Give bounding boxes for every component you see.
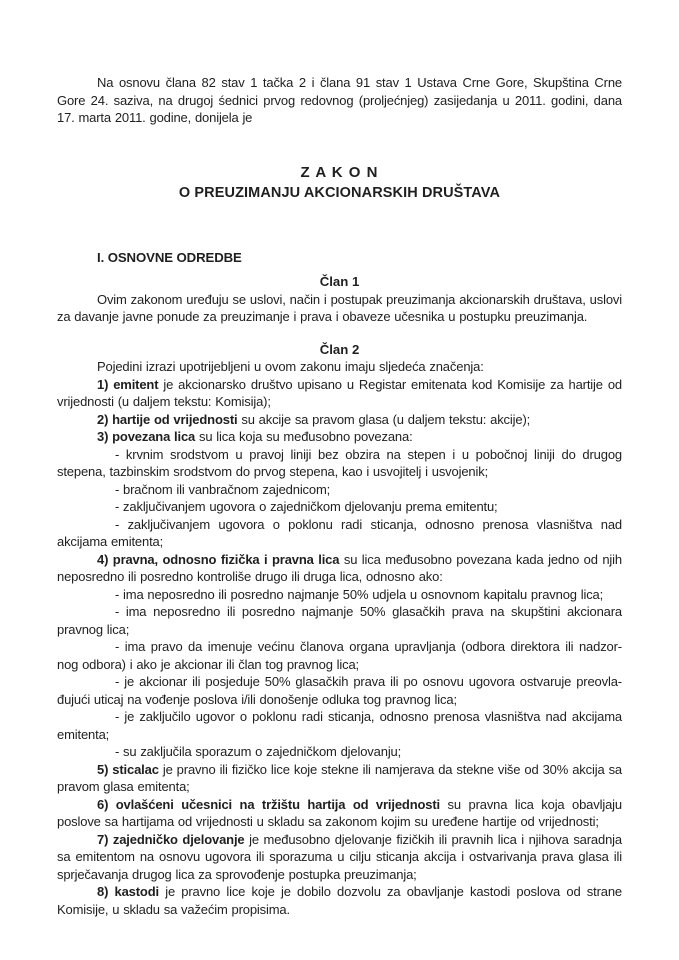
article-2-heading: Član 2 — [319, 341, 360, 357]
definition-item-4 — [57, 551, 622, 586]
definition-subitem-4-6: - su zaključila sporazum o zajedničkom djelovanju; — [115, 744, 402, 759]
definition-subitem-4-1: - ima neposredno ili posredno najmanje 50% udjela u osnovnom kapitalu pravnog lica; — [115, 586, 604, 602]
definition-item-7 — [57, 831, 622, 884]
definition-term-8: 8) kastodi — [97, 884, 159, 899]
law-subtitle: O PREUZIMANJU AKCIONARSKIH DRUŠTAVA — [178, 184, 501, 201]
definition-item-2 — [57, 411, 622, 429]
definition-item-6 — [57, 796, 622, 831]
section-heading: I. OSNOVNE ODREDBE — [97, 249, 242, 265]
definition-text-6: su pravna lica koja obavljaju poslove sa hartijama od vrijednosti u skladu sa zakonom kojim su uređene hartije od vrijednosti; — [57, 796, 622, 829]
definition-text-8: je pravno lice koje je dobilo dozvolu za obavljanje kastodi poslova od strane Komisije, u skladu sa važećim propisima. — [57, 884, 622, 917]
definition-subitem-4-2: - ima neposredno ili posredno najmanje 50% glasačkih prava na skupštini akcionara pravnog lica; — [57, 604, 622, 637]
definition-item-8 — [57, 883, 622, 918]
definition-subitem-3-4: - zaključivanjem ugovora o poklonu radi sticanja, odnosno prenosa vlasništva nad akcijama emitenta; — [57, 516, 622, 549]
definition-text-1: je akcionarsko društvo upisano u Registar emitenata kod Komisije za hartije od vrijednosti (u daljem tekstu: Komisija); — [57, 376, 622, 409]
definition-item-3 — [57, 428, 622, 446]
definition-item-1 — [57, 376, 622, 411]
preamble-paragraph: Na osnovu člana 82 stav 1 tačka 2 i člana 91 stav 1 Ustava Crne Gore, Skupština Crne Gore 24. saziva, na drugoj śednici prvog redovnog (proljećnjeg) zasijedanja u 2011. godini, dana 17. marta 2011. godine, donijela je — [57, 75, 622, 125]
definition-term-5: 5) sticalac — [97, 761, 159, 777]
law-title: Z A K O N — [300, 163, 379, 181]
definition-text-5: je pravno ili fizičko lice koje stekne ili namjerava da stekne više od 30% akcija sa pravom glasa emitenta; — [57, 761, 622, 794]
definition-item-5 — [57, 761, 622, 796]
definition-term-4: 4) pravna, odnosno fizička i pravna lica — [97, 551, 340, 567]
definition-subitem-4-3: - ima pravo da imenuje većinu članova organa upravljanja (odbora direktora ili nadzor-nog odbora) i ako je akcionar ili član tog pravnog lica; — [57, 639, 622, 672]
article-1-heading: Član 1 — [319, 274, 360, 289]
definition-term-6: 6) ovlašćeni učesnici na tržištu hartija od vrijednosti — [97, 796, 441, 812]
definition-subitem-4-4: - je akcionar ili posjeduje 50% glasačkih prava ili po osnovu ugovora ostvaruje preovla-đujući uticaj na vođenje poslova i/ili donošenje odluka tog pravnog lica; — [57, 674, 622, 707]
definition-subitem-3-3: - zaključivanjem ugovora o zajedničkom djelovanju prema emitentu; — [115, 499, 498, 514]
definition-term-1: 1) emitent — [97, 376, 159, 392]
definition-term-3: 3) povezana lica — [97, 429, 196, 444]
definition-subitem-3-1: - krvnim srodstvom u pravoj liniji bez obzira na stepen i u pobočnoj liniji do drugog stepena, tazbinskim srodstvom do prvog stepena, kao i usvojitelj i usvojenik; — [57, 446, 622, 479]
definition-text-2: su akcije sa pravom glasa (u daljem tekstu: akcije); — [237, 411, 531, 427]
definition-subitem-3-2: - bračnom ili vanbračnom zajednicom; — [115, 481, 331, 497]
definition-text-4: su lica međusobno povezana kada jedno od njih neposredno ili posredno kontroliše drugo ili druga lica, odnosno ako: — [57, 551, 622, 584]
definition-text-3: su lica koja su međusobno povezana: — [195, 429, 413, 444]
definition-subitem-4-5: - je zaključilo ugovor o poklonu radi sticanja, odnosno prenosa vlasništva nad akcijama emitenta; — [57, 709, 622, 742]
definition-term-2: 2) hartije od vrijednosti — [97, 411, 238, 427]
article-1-paragraph: Ovim zakonom uređuju se uslovi, način i postupak preuzimanja akcionarskih društava, uslovi za davanje javne ponude za preuzimanje i prava i obaveze učesnika u postupku preuzimanja. — [57, 291, 622, 324]
definition-text-7: je međusobno djelovanje fizičkih ili pravnih lica i njihova saradnja sa emitentom na osnovu ugovora ili sporazuma u cilju sticanja akcija i ostvarivanja prava glasa ili sprječavanja drugog lica za sprovođenje postupka preuzimanja; — [57, 831, 622, 882]
article-2-intro: Pojedini izrazi upotrijebljeni u ovom zakonu imaju sljedeća značenja: — [97, 359, 484, 374]
definition-term-7: 7) zajedničko djelovanje — [97, 831, 245, 847]
